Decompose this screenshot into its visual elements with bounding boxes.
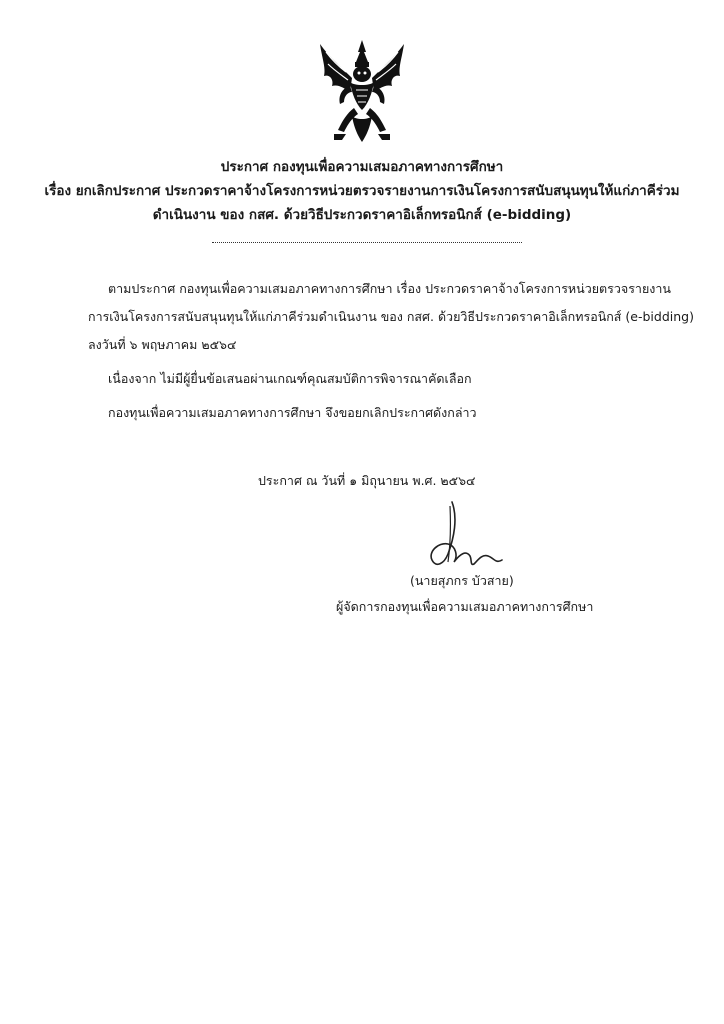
signer-title: ผู้จัดการกองทุนเพื่อความเสมอภาคทางการศึกษา xyxy=(336,599,594,614)
paragraph-reference-line1: ตามประกาศ กองทุนเพื่อความเสมอภาคทางการศึกษา เรื่อง ประกวดราคาจ้างโครงการหน่วยตรวจรายงาน xyxy=(108,281,671,296)
signer-name: (นายสุภกร บัวสาย) xyxy=(410,573,514,588)
paragraph-reference-line2: การเงินโครงการสนับสนุนทุนให้แก่ภาคีร่วมดำเนินงาน ของ กสศ. ด้วยวิธีประกวดราคาอิเล็กทรอนิกส์ (e-bidding) xyxy=(88,309,694,324)
dotted-divider xyxy=(212,242,522,243)
paragraph-cancellation: กองทุนเพื่อความเสมอภาคทางการศึกษา จึงขอยกเลิกประกาศดังกล่าว xyxy=(108,405,477,420)
paragraph-reason: เนื่องจาก ไม่มีผู้ยื่นข้อเสนอผ่านเกณฑ์คุณสมบัติการพิจารณาคัดเลือก xyxy=(108,371,472,386)
announcement-title: ประกาศ กองทุนเพื่อความเสมอภาคทางการศึกษา xyxy=(220,159,504,175)
announcement-date: ประกาศ ณ วันที่ ๑ มิถุนายน พ.ศ. ๒๕๖๔ xyxy=(258,473,476,488)
paragraph-reference-line3: ลงวันที่ ๖ พฤษภาคม ๒๕๖๔ xyxy=(88,337,237,352)
announcement-subject-continued: ดำเนินงาน ของ กสศ. ด้วยวิธีประกวดราคาอิเล็กทรอนิกส์ (e-bidding) xyxy=(152,207,572,223)
garuda-emblem-icon xyxy=(312,38,412,144)
announcement-subject: เรื่อง ยกเลิกประกาศ ประกวดราคาจ้างโครงการหน่วยตรวจรายงานการเงินโครงการสนับสนุนทุนให้แก่ภาคีร่วม xyxy=(44,183,680,199)
